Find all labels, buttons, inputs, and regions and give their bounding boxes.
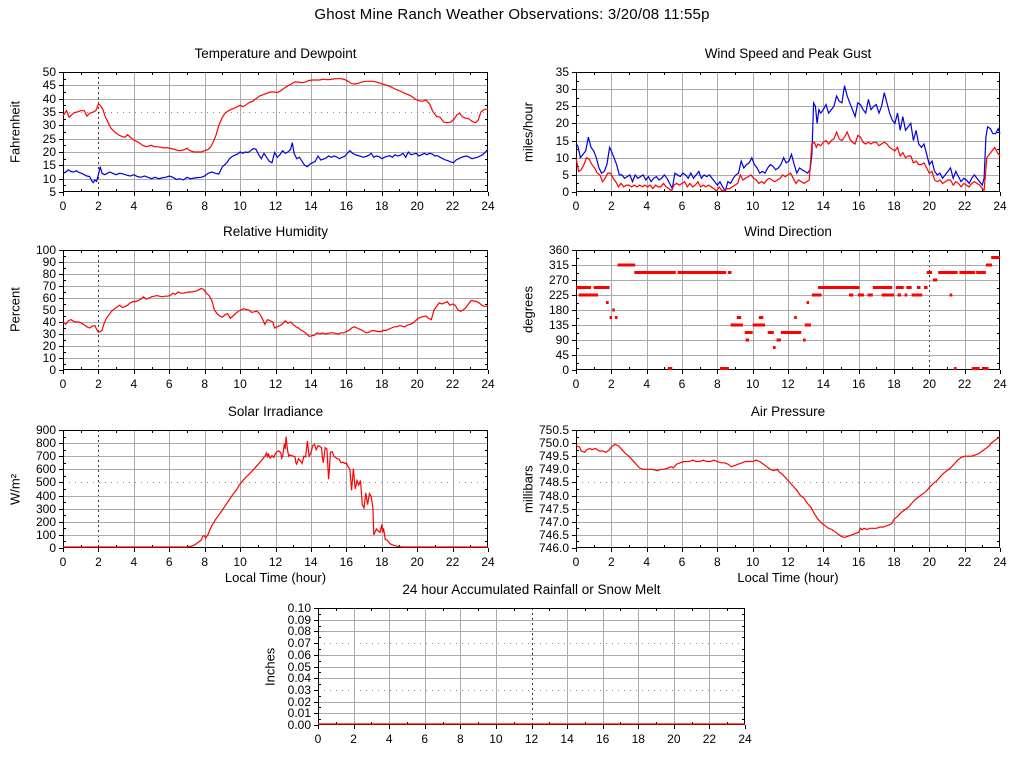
rainfall-ytick-label: 0.05 — [287, 659, 311, 674]
rainfall-ytick-label: 0.10 — [287, 601, 311, 615]
rainfall-ytick-label: 0.07 — [287, 636, 311, 651]
air-pressure-xtick-label: 0 — [572, 555, 580, 569]
air-pressure-xtick-label: 8 — [713, 555, 721, 569]
air-pressure-xtick-label: 18 — [887, 555, 901, 569]
air-pressure-ytick-label: 747.0 — [538, 514, 569, 529]
solar-irradiance-ytick-label: 700 — [35, 449, 56, 464]
temperature-dewpoint-ytick-label: 10 — [42, 171, 56, 186]
solar-irradiance-y-axis-label: W/m² — [7, 473, 23, 505]
wind-speed-gust-xtick-label: 22 — [957, 199, 972, 213]
rainfall-xtick-label: 6 — [421, 732, 429, 746]
rainfall-title: 24 hour Accumulated Rainfall or Snow Melt — [402, 582, 661, 597]
temperature-dewpoint-xtick-label: 20 — [410, 199, 424, 213]
grid — [63, 430, 488, 548]
relative-humidity-ytick-label: 0 — [49, 363, 56, 377]
relative-humidity-xtick-label: 22 — [445, 377, 460, 391]
relative-humidity-xtick-label: 12 — [268, 377, 283, 391]
wind-direction-ytick-label: 45 — [555, 348, 569, 362]
wind-speed-gust-ytick-label: 35 — [555, 65, 569, 79]
solar-irradiance-xtick-label: 24 — [481, 555, 495, 569]
relative-humidity-ytick-label: 90 — [42, 255, 56, 269]
rainfall-plot — [318, 608, 745, 725]
rainfall-xtick-label: 14 — [560, 732, 574, 746]
solar-irradiance-xtick-label: 16 — [339, 555, 353, 569]
air-pressure-xtick-label: 22 — [957, 555, 972, 569]
wind-direction-ytick-label: 90 — [555, 333, 569, 347]
wind-direction-ytick-label: 270 — [548, 273, 569, 287]
rainfall-xtick-label: 24 — [738, 732, 752, 746]
air-pressure-xtick-label: 2 — [607, 555, 615, 569]
wind-speed-gust-xtick-label: 14 — [816, 199, 830, 213]
relative-humidity-ytick-label: 80 — [42, 267, 56, 281]
wind-speed-gust-xtick-label: 18 — [887, 199, 901, 213]
solar-irradiance-xtick-label: 18 — [375, 555, 389, 569]
relative-humidity-ytick-label: 20 — [42, 339, 56, 353]
rainfall-ytick-label: 0.02 — [287, 694, 311, 709]
relative-humidity-xtick-label: 4 — [130, 377, 138, 391]
wind-direction-ytick-label: 360 — [548, 243, 569, 257]
wind-speed-gust-xtick-label: 4 — [643, 199, 650, 213]
wind-direction-xtick-label: 16 — [851, 377, 866, 391]
solar-irradiance-xtick-label: 12 — [268, 555, 283, 569]
temperature-dewpoint-ytick-label: 15 — [42, 158, 56, 173]
wind-speed-gust-y-axis-label: miles/hour — [520, 102, 536, 162]
wind-direction-y-axis-label: degrees — [520, 286, 536, 334]
temperature-dewpoint-xtick-label: 0 — [59, 199, 67, 213]
solar-irradiance-ytick-label: 600 — [35, 462, 56, 477]
grid — [63, 250, 488, 370]
rainfall-xtick-label: 22 — [702, 732, 717, 746]
air-pressure-plot — [576, 430, 1000, 548]
air-pressure-ytick-label: 746.0 — [538, 541, 569, 555]
axis-ticks — [572, 430, 1001, 552]
relative-humidity-ytick-label: 40 — [42, 315, 56, 329]
temperature-dewpoint-xtick-label: 14 — [304, 199, 318, 213]
air-pressure-xtick-label: 14 — [816, 555, 830, 569]
solar-irradiance-xtick-label: 22 — [445, 555, 460, 569]
temperature-dewpoint-ytick-label: 30 — [42, 118, 56, 133]
wind-direction-xtick-label: 12 — [781, 377, 795, 391]
air-pressure-xtick-label: 16 — [851, 555, 866, 569]
wind-speed-gust-plot — [576, 72, 1000, 192]
temperature-dewpoint-y-axis-label: Fahrenheit — [7, 100, 23, 164]
relative-humidity-plot — [63, 250, 488, 370]
wind-speed-gust-xtick-label: 8 — [713, 199, 721, 213]
air-pressure-xtick-label: 4 — [643, 555, 650, 569]
wind-speed-gust-ytick-label: 5 — [562, 167, 569, 182]
rainfall-xtick-label: 0 — [314, 732, 322, 746]
air-pressure-ytick-label: 750.0 — [538, 436, 569, 451]
plot-border — [319, 609, 745, 725]
rainfall-xtick-label: 20 — [667, 732, 681, 746]
rainfall-ytick-label: 0.04 — [287, 671, 311, 686]
relative-humidity-xtick-label: 6 — [165, 377, 173, 391]
relative-humidity-ytick-label: 100 — [35, 243, 56, 257]
air-pressure-xtick-label: 12 — [781, 555, 795, 569]
series-temperature-line — [63, 79, 488, 152]
solar-irradiance-xtick-label: 2 — [95, 555, 102, 569]
relative-humidity-xtick-label: 0 — [59, 377, 67, 391]
wind-speed-gust-xtick-label: 24 — [993, 199, 1007, 213]
temperature-dewpoint-xtick-label: 6 — [165, 199, 173, 213]
relative-humidity-xtick-label: 16 — [339, 377, 353, 391]
solar-irradiance-xtick-label: 8 — [201, 555, 208, 569]
grid — [576, 430, 1000, 548]
solar-irradiance-ytick-label: 200 — [35, 514, 56, 529]
wind-speed-gust-xtick-label: 2 — [607, 199, 615, 213]
wind-direction-xtick-label: 14 — [816, 377, 830, 391]
wind-direction-xtick-label: 0 — [572, 377, 580, 391]
temperature-dewpoint-xtick-label: 24 — [481, 199, 495, 213]
wind-direction-xtick-label: 10 — [745, 377, 760, 391]
relative-humidity-ytick-label: 70 — [42, 279, 56, 293]
air-pressure-title: Air Pressure — [750, 404, 826, 419]
wind-speed-gust-ytick-label: 25 — [555, 99, 569, 114]
solar-irradiance-xtick-label: 14 — [304, 555, 318, 569]
wind-direction-ytick-label: 0 — [562, 363, 569, 377]
rainfall-y-axis-label: Inches — [262, 647, 278, 686]
air-pressure-xtick-label: 10 — [745, 555, 760, 569]
rainfall-ytick-label: 0.01 — [287, 706, 311, 721]
temperature-dewpoint-xtick-label: 22 — [445, 199, 460, 213]
rainfall-xtick-label: 10 — [489, 732, 503, 746]
solar-irradiance-ytick-label: 100 — [35, 527, 56, 542]
grid — [318, 608, 745, 725]
relative-humidity-xtick-label: 8 — [201, 377, 208, 391]
axis-ticks — [59, 250, 489, 374]
temperature-dewpoint-xtick-label: 8 — [201, 199, 208, 213]
solar-irradiance-ytick-label: 300 — [35, 501, 56, 516]
temperature-dewpoint-plot — [63, 72, 488, 192]
grid — [63, 72, 488, 192]
wind-direction-xtick-label: 22 — [957, 377, 972, 391]
relative-humidity-ytick-label: 30 — [42, 327, 56, 341]
relative-humidity-xtick-label: 14 — [304, 377, 318, 391]
temperature-dewpoint-ytick-label: 50 — [42, 65, 56, 79]
rainfall-xtick-label: 2 — [350, 732, 357, 746]
wind-direction-xtick-label: 24 — [993, 377, 1007, 391]
solar-irradiance-ytick-label: 500 — [35, 475, 56, 490]
temperature-dewpoint-title: Temperature and Dewpoint — [194, 46, 357, 61]
wind-direction-xtick-label: 8 — [713, 377, 721, 391]
solar-irradiance-ytick-label: 800 — [35, 436, 56, 451]
air-pressure-ytick-label: 746.5 — [538, 527, 569, 542]
temperature-dewpoint-xtick-label: 12 — [268, 199, 283, 213]
solar-irradiance-xtick-label: 0 — [59, 555, 67, 569]
solar-irradiance-xtick-label: 20 — [410, 555, 424, 569]
solar-irradiance-x-axis-label: Local Time (hour) — [224, 570, 327, 585]
relative-humidity-xtick-label: 10 — [233, 377, 247, 391]
relative-humidity-xtick-label: 2 — [95, 377, 102, 391]
wind-direction-xtick-label: 18 — [887, 377, 901, 391]
temperature-dewpoint-ytick-label: 20 — [42, 145, 56, 159]
wind-direction-ytick-label: 315 — [548, 258, 569, 272]
temperature-dewpoint-xtick-label: 2 — [95, 199, 102, 213]
relative-humidity-title: Relative Humidity — [222, 224, 329, 239]
grid — [576, 250, 1000, 370]
temperature-dewpoint-xtick-label: 16 — [339, 199, 353, 213]
wind-speed-gust-xtick-label: 0 — [572, 199, 580, 213]
wind-speed-gust-xtick-label: 12 — [781, 199, 795, 213]
solar-irradiance-xtick-label: 4 — [130, 555, 138, 569]
rainfall-xtick-label: 18 — [631, 732, 645, 746]
air-pressure-ytick-label: 748.0 — [538, 488, 569, 503]
wind-speed-gust-ytick-label: 0 — [562, 185, 569, 199]
axis-ticks — [572, 72, 1001, 196]
page-title: Ghost Mine Ranch Weather Observations: 3/20/08 11:55p — [314, 6, 710, 23]
wind-direction-ytick-label: 135 — [548, 318, 569, 332]
temperature-dewpoint-xtick-label: 10 — [233, 199, 247, 213]
air-pressure-y-axis-label: millibars — [520, 465, 536, 513]
axis-ticks — [314, 608, 746, 729]
relative-humidity-y-axis-label: Percent — [7, 287, 23, 333]
wind-direction-xtick-label: 2 — [607, 377, 615, 391]
solar-irradiance-ytick-label: 0 — [49, 541, 56, 555]
rainfall-xtick-label: 16 — [595, 732, 610, 746]
solar-irradiance-xtick-label: 6 — [165, 555, 173, 569]
temperature-dewpoint-ytick-label: 5 — [49, 185, 56, 199]
rainfall-xtick-label: 8 — [456, 732, 464, 746]
solar-irradiance-ytick-label: 400 — [35, 488, 56, 503]
rainfall-ytick-label: 0.06 — [287, 647, 311, 662]
rainfall-xtick-label: 12 — [524, 732, 539, 746]
relative-humidity-xtick-label: 24 — [481, 377, 495, 391]
wind-direction-title: Wind Direction — [744, 224, 832, 239]
air-pressure-ytick-label: 747.5 — [538, 501, 569, 516]
relative-humidity-xtick-label: 20 — [410, 377, 424, 391]
relative-humidity-ytick-label: 10 — [42, 351, 56, 365]
axis-ticks — [59, 430, 489, 552]
wind-direction-xtick-label: 6 — [678, 377, 686, 391]
relative-humidity-ytick-label: 60 — [42, 291, 56, 305]
wind-direction-ytick-label: 180 — [548, 303, 569, 317]
relative-humidity-xtick-label: 18 — [375, 377, 389, 391]
air-pressure-ytick-label: 749.5 — [538, 449, 569, 464]
wind-direction-xtick-label: 20 — [922, 377, 936, 391]
rainfall-ytick-label: 0.03 — [287, 682, 311, 697]
air-pressure-xtick-label: 24 — [993, 555, 1007, 569]
wind-direction-ytick-label: 225 — [548, 288, 569, 302]
temperature-dewpoint-ytick-label: 25 — [42, 131, 56, 146]
wind-speed-gust-ytick-label: 10 — [555, 150, 569, 165]
solar-irradiance-xtick-label: 10 — [233, 555, 247, 569]
plot-border — [64, 73, 488, 192]
air-pressure-x-axis-label: Local Time (hour) — [737, 570, 839, 585]
wind-speed-gust-ytick-label: 20 — [555, 116, 569, 131]
air-pressure-xtick-label: 20 — [922, 555, 936, 569]
wind-speed-gust-xtick-label: 6 — [678, 199, 686, 213]
series-dewpoint-line — [63, 143, 488, 183]
air-pressure-xtick-label: 6 — [678, 555, 686, 569]
temperature-dewpoint-ytick-label: 35 — [42, 105, 56, 119]
temperature-dewpoint-ytick-label: 40 — [42, 91, 56, 106]
temperature-dewpoint-xtick-label: 18 — [375, 199, 389, 213]
solar-irradiance-ytick-label: 900 — [35, 423, 56, 437]
wind-speed-gust-ytick-label: 30 — [555, 82, 569, 97]
air-pressure-ytick-label: 750.5 — [538, 423, 569, 437]
relative-humidity-ytick-label: 50 — [42, 303, 56, 317]
temperature-dewpoint-xtick-label: 4 — [130, 199, 138, 213]
solar-irradiance-plot — [63, 430, 488, 548]
series-irradiance-line — [63, 437, 488, 547]
rainfall-xtick-label: 4 — [385, 732, 393, 746]
air-pressure-ytick-label: 749.0 — [538, 462, 569, 477]
rainfall-ytick-label: 0.09 — [287, 612, 311, 627]
temperature-dewpoint-ytick-label: 45 — [42, 78, 56, 93]
wind-direction-plot — [576, 250, 1000, 370]
rainfall-ytick-label: 0.00 — [287, 718, 311, 732]
wind-speed-gust-xtick-label: 20 — [922, 199, 936, 213]
axis-ticks — [59, 72, 489, 196]
plot-border — [64, 431, 488, 548]
wind-speed-gust-xtick-label: 16 — [851, 199, 866, 213]
wind-direction-xtick-label: 4 — [643, 377, 650, 391]
wind-speed-gust-ytick-label: 15 — [555, 133, 569, 148]
solar-irradiance-title: Solar Irradiance — [227, 404, 324, 419]
series-humidity-line — [63, 288, 488, 336]
wind-speed-gust-title: Wind Speed and Peak Gust — [704, 46, 872, 61]
air-pressure-ytick-label: 748.5 — [538, 475, 569, 490]
rainfall-ytick-label: 0.08 — [287, 624, 311, 639]
wind-speed-gust-xtick-label: 10 — [745, 199, 760, 213]
